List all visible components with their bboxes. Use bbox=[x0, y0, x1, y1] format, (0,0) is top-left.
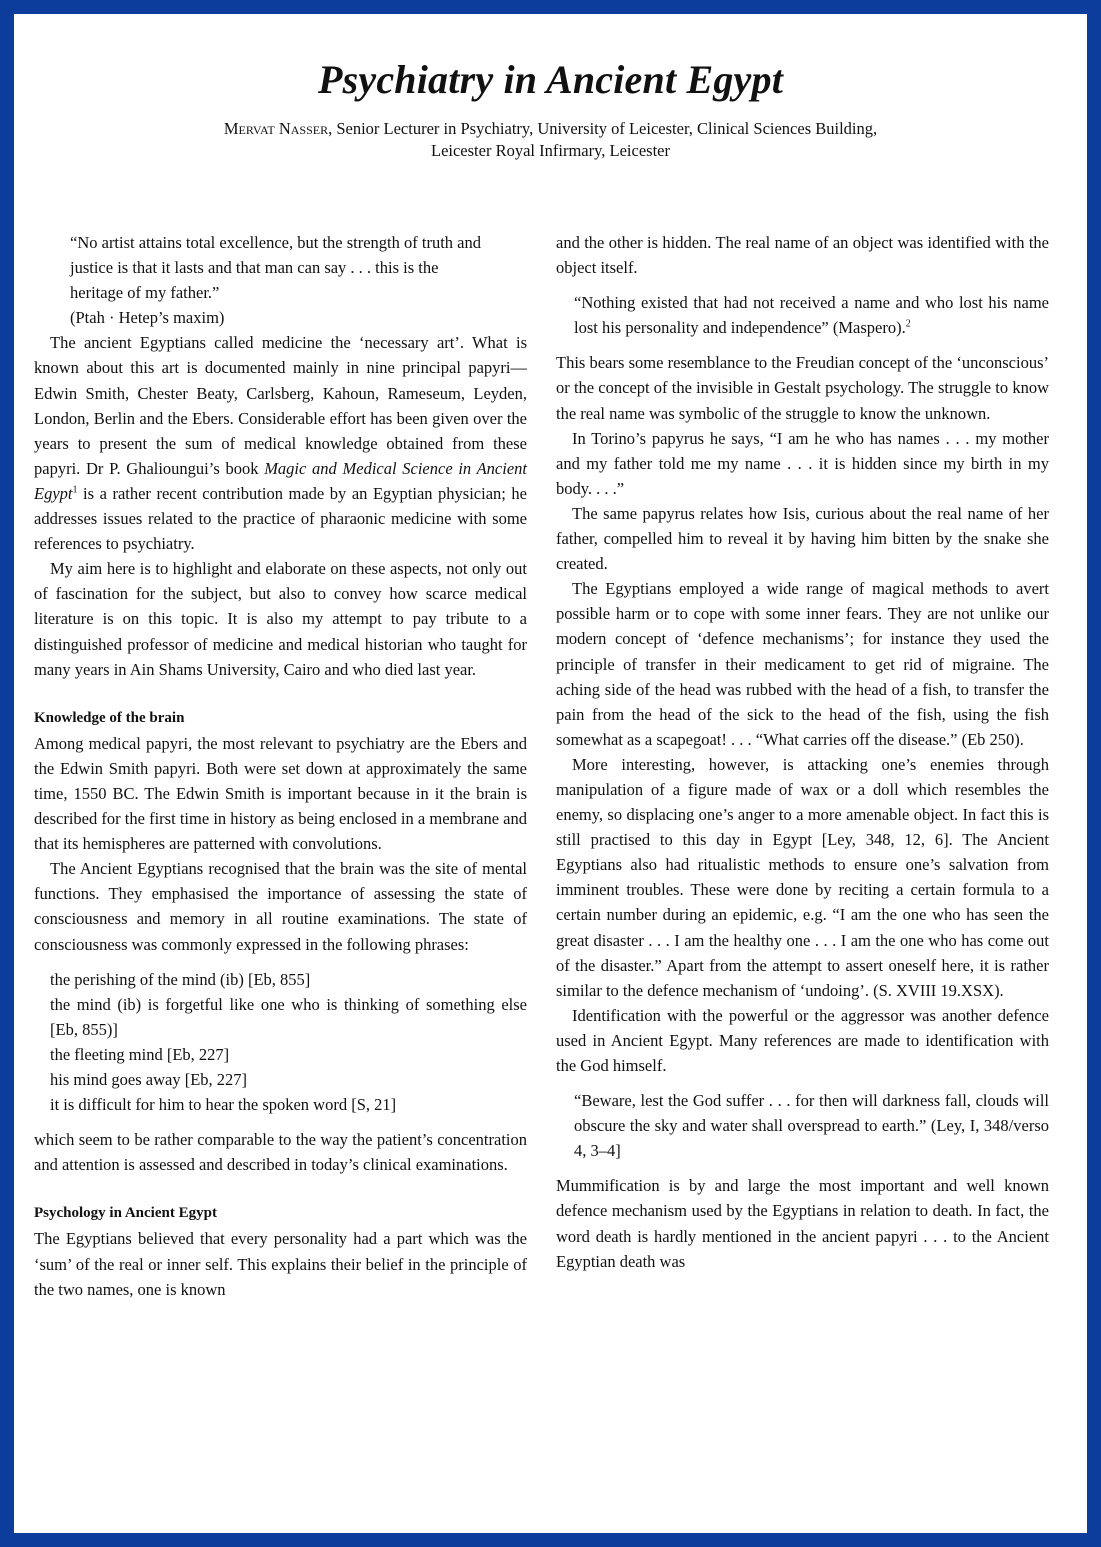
paragraph-freudian: This bears some resemblance to the Freudian concept of the ‘unconscious’ or the concept of the invisible in Gestalt psychology. The struggle to know the real name was symbolic of the struggle to know the unknown. bbox=[556, 353, 1049, 423]
paragraph-isis: The same papyrus relates how Isis, curious about the real name of her father, compelled him to reveal it by having him bitten by the snake she created. bbox=[556, 503, 1049, 574]
byline bbox=[74, 118, 1027, 162]
paragraph-papyri: Among medical papyri, the most relevant to psychiatry are the Ebers and the Edwin Smith papyri. Both were set down at approximately the same time, 1550 BC. The Edwin Smith is important because in it the brain is described for the first time in history as being enclosed in a membrane and that its hemispheres are patterned with convolutions. bbox=[34, 733, 527, 854]
paragraph-intro-part-1: The ancient Egyptians called medicine the ‘necessary art’. What is known about this art is documented mainly in nine principal papyri—Edwin Smith, Chester Beaty, Carlsberg, Kahoun, Rameseum, Leyden, London, Berlin and the Ebers. Considerable effort has been given over the years to present the sum of medical knowledge obtained from these papyri. Dr P. Ghalioungui’s book bbox=[34, 333, 527, 478]
epigraph-attribution: (Ptah · Hetep’s maxim) bbox=[70, 308, 225, 328]
affiliation-line-1: , Senior Lecturer in Psychiatry, University of Leicester, Clinical Sciences Building, bbox=[328, 119, 878, 138]
footnote-ref-2: 2 bbox=[905, 318, 911, 330]
left-column bbox=[34, 230, 527, 1302]
paragraph-torino: In Torino’s papyrus he says, “I am he who has names . . . my mother and my father told me my name . . . it is hidden since my birth in my body. . . .” bbox=[556, 428, 1049, 498]
phrases-list bbox=[50, 967, 527, 1118]
paragraph-names: The Egyptians believed that every personality had a part which was the ‘sum’ of the real or inner self. This explains their belief in the principle of the two names, one is known bbox=[34, 1229, 527, 1299]
right-column bbox=[556, 230, 1049, 1274]
paragraph-magic: The Egyptians employed a wide range of magical methods to avert possible harm or to cope with some inner fears. They are not unlike our modern concept of ‘defence mechanisms’; for instance they used the principle of transfer in their medicament to get rid of migraine. The aching side of the head was rubbed with the head of a fish, to transfer the pain from the head of the sick to the head of the fish, using the fish somewhat as a scapegoat! . . . “What carries off the disease.” (Eb 250). bbox=[556, 579, 1049, 749]
paragraph-aim: My aim here is to highlight and elaborate on these aspects, not only out of fascination for the subject, but also to convey how scarce medical literature is on this topic. It is also my attempt to pay tribute to a distinguished professor of medicine and medical historian who taught for many years in Ain Shams University, Cairo and who died last year. bbox=[34, 559, 527, 679]
list-item: the mind (ib) is forgetful like one who is thinking of something else [Eb, 855)] bbox=[50, 994, 527, 1039]
article-title: Psychiatry in Ancient Egypt bbox=[317, 57, 784, 102]
paragraph-enemies: More interesting, however, is attacking one’s enemies through manipulation of a figure made of wax or a doll which resembles the enemy, so displacing one’s anger to a more amenable object. In fact this is still practised to this day in Egypt [Ley, 348, 12, 6]. The Ancient Egyptians also had ritualistic methods to ensure one’s salvation from imminent troubles. These were done by reciting a certain formula to a certain number during an epidemic, e.g. “I am the one who has seen the great disaster . . . I am the healthy one . . . I am the one who has come out of the disaster.” Apart from the attempt to assert oneself here, it is rather similar to the defence mechanism of ‘undoing’. (S. XVIII 19.XSX). bbox=[556, 754, 1049, 1000]
section-heading-psychology: Psychology in Ancient Egypt bbox=[34, 1205, 217, 1222]
quote-maspero-text: “Nothing existed that had not received a name and who lost his name lost his personality and independence” (Maspero). bbox=[574, 293, 1049, 338]
author-name: Mervat Nasser bbox=[223, 119, 329, 138]
list-item: his mind goes away [Eb, 227] bbox=[50, 1070, 248, 1089]
footnote-ref-1: 1 bbox=[72, 484, 78, 496]
section-heading-brain: Knowledge of the brain bbox=[34, 709, 185, 726]
epigraph: “No artist attains total excellence, but the strength of truth and justice is that it lasts and that man can say . . . this is the heritage of my father.” bbox=[70, 233, 481, 303]
paragraph-intro-part-2: is a rather recent contribution made by an Egyptian physician; he addresses issues related to the practice of pharaonic medicine with some references to psychiatry. bbox=[34, 483, 527, 554]
quote-maspero bbox=[574, 290, 1049, 340]
affiliation-line-2: Leicester Royal Infirmary, Leicester bbox=[431, 141, 670, 160]
paragraph-intro bbox=[34, 330, 527, 556]
list-item: the fleeting mind [Eb, 227] bbox=[50, 1044, 230, 1064]
list-item: it is difficult for him to hear the spoken word [S, 21] bbox=[50, 1095, 397, 1115]
paragraph-mummification: Mummification is by and large the most important and well known defence mechanism used by the Egyptians in relation to death. In fact, the word death is hardly mentioned in the ancient papyri . . . to the Ancient Egyptian death was bbox=[556, 1176, 1049, 1271]
paragraph-identification: Identification with the powerful or the aggressor was another defence used in Ancient Egypt. Many references are made to identification with the God himself. bbox=[556, 1005, 1049, 1075]
paragraph-consciousness: The Ancient Egyptians recognised that the brain was the site of mental functions. They emphasised the importance of assessing the state of consciousness and memory in all routine examinations. The state of consciousness was commonly expressed in the following phrases: bbox=[34, 859, 527, 954]
quote-ley: “Beware, lest the God suffer . . . for then will darkness fall, clouds will obscure the sky and water shall overspread to earth.” (Ley, I, 348/verso 4, 3–4] bbox=[574, 1091, 1049, 1161]
page bbox=[14, 14, 1087, 1533]
paragraph-hidden-name: and the other is hidden. The real name of an object was identified with the object itself. bbox=[556, 233, 1049, 278]
book-title: Magic and Medical Science in Ancient Egypt bbox=[34, 458, 527, 503]
paragraph-comparison: which seem to be rather comparable to the way the patient’s concentration and attention is assessed and described in today’s clinical examinations. bbox=[34, 1130, 527, 1175]
list-item: the perishing of the mind (ib) [Eb, 855] bbox=[50, 969, 311, 989]
